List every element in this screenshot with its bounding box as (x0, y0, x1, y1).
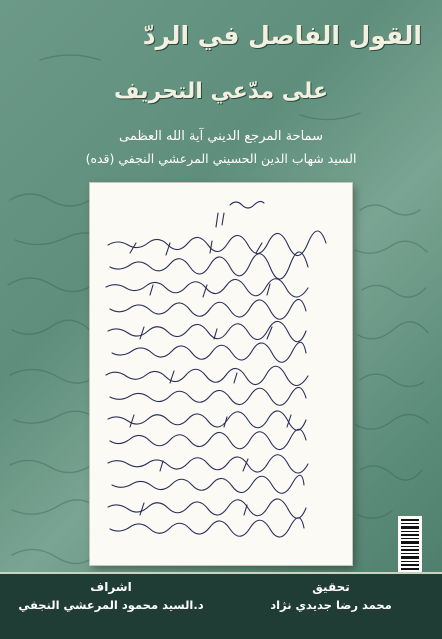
author-honorific: سماحة المرجع الديني آية الله العظمى (119, 129, 323, 144)
barcode (398, 516, 422, 574)
supervisor-name: د.السيد محمود المرعشي النجفي (18, 598, 204, 612)
book-title: القول الفاصل في الردّ (142, 21, 422, 50)
editor-credit (226, 578, 436, 614)
supervisor-heading: اشراف (90, 580, 132, 594)
handwriting-lines (90, 183, 352, 565)
editor-heading: تحقيق (312, 580, 350, 594)
credits-band (0, 572, 442, 639)
editor-name: محمد رضا جديدي نژاد (270, 598, 392, 612)
book-subtitle: على مدّعي التحريف (114, 79, 328, 104)
manuscript-image (90, 183, 352, 565)
supervisor-credit (6, 578, 216, 614)
author-name: السيد شهاب الدين الحسيني المرعشي النجفي (قده) (85, 151, 357, 166)
